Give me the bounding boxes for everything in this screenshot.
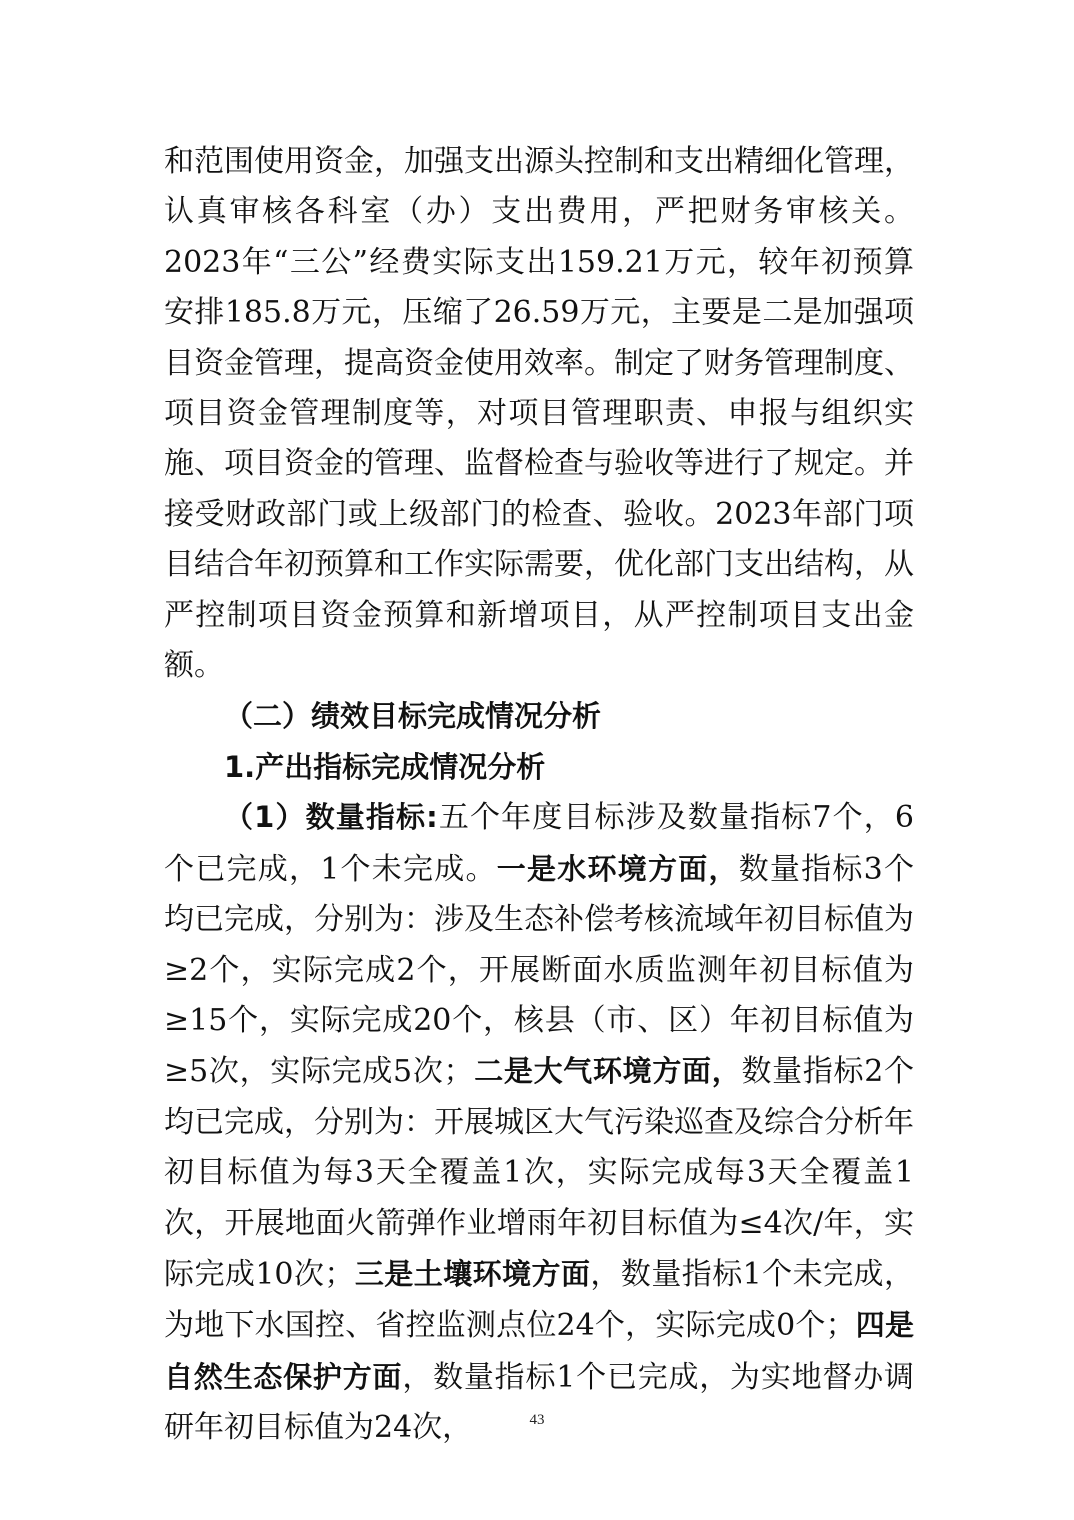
ecology-protection-text: ，数量指标1个已完成，为实地督办调研年初目标值为24次， (164, 1359, 914, 1446)
paragraph-quantity-indicators (164, 792, 914, 1453)
section-heading-performance-goals: （二）绩效目标完成情况分析 (224, 699, 602, 734)
subsection-heading-output-indicators: 1.产出指标完成情况分析 (224, 749, 546, 784)
water-environment-text: 数量指标3个均已完成，分别为：涉及生态补偿考核流域年初目标值为≥2个，实际完成2个，开展断面水质监测年初目标值为≥15个，实际完成20个，核县（市、区）年初目标值为≥5次，实际完成5次； (164, 851, 914, 1090)
page-number: 43 (529, 1412, 545, 1428)
air-environment-text: 数量指标2个均已完成，分别为：开展城区大气污染巡查及综合分析年初目标值为每3天全覆盖1次，实际完成每3天全覆盖1次，开展地面火箭弹作业增雨年初目标值为≤4次/年，实际完成10次； (164, 1054, 914, 1292)
paragraph-funds-management: 和范围使用资金，加强支出源头控制和支出精细化管理，认真审核各科室（办）支出费用，严把财务审核关。2023年“三公”经费实际支出159.21万元，较年初预算安排185.8万元，压缩了26.59万元，主要是二是加强项目资金管理，提高资金使用效率。制定了财务管理制度、项目资金管理制度等，对项目管理职责、申报与组织实施、项目资金的管理、监督检查与验收等进行了规定。并接受财政部门或上级部门的检查、验收。2023年部门项目结合年初预算和工作实际需要，优化部门支出结构，从严控制项目资金预算和新增项目，从严控制项目支出金额。 (164, 144, 914, 684)
air-environment-label: 二是大气环境方面， (473, 1054, 742, 1089)
ecology-protection-label: 四是自然生态保护方面 (164, 1308, 914, 1394)
soil-environment-label: 三是土壤环境方面 (354, 1256, 591, 1291)
body-text (164, 137, 914, 1454)
water-environment-label: 一是水环境方面， (496, 851, 739, 886)
soil-environment-text: ，数量指标1个未完成，为地下水国控、省控监测点位24个，实际完成0个； (164, 1256, 914, 1344)
quantity-indicator-label: （1）数量指标: (224, 800, 438, 835)
quantity-summary-text: 五个年度目标涉及数量指标7个，6个已完成，1个未完成。 (164, 800, 914, 887)
